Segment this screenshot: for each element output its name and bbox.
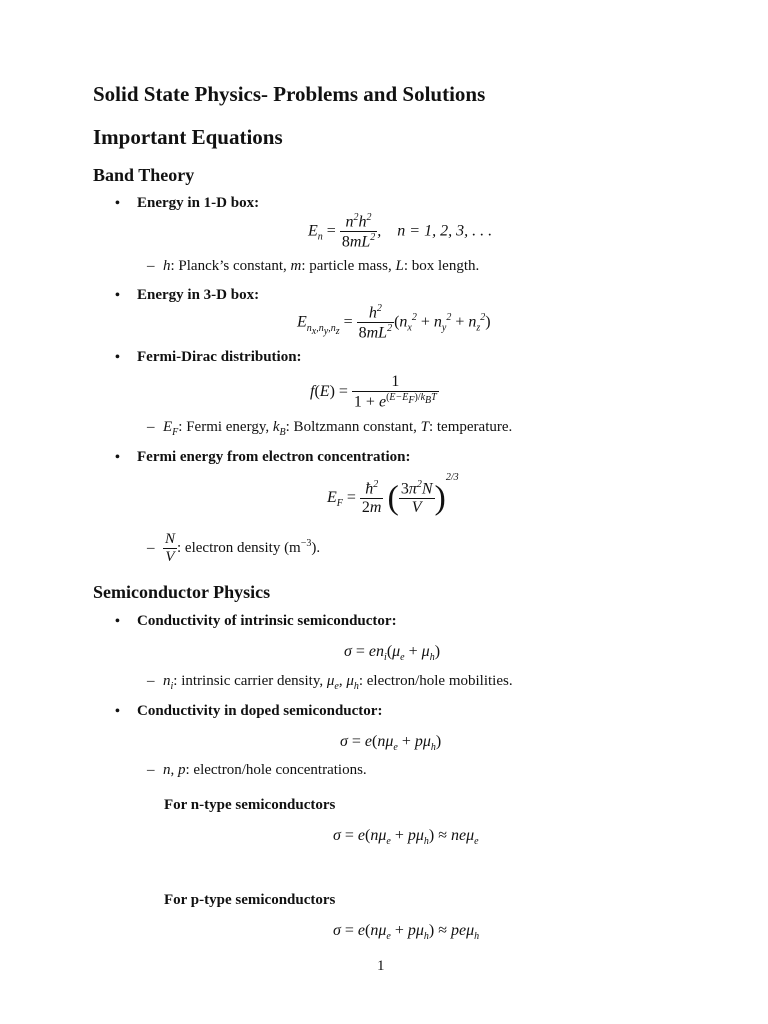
bullet-energy-3d: • Energy in 3-D box:: [115, 287, 260, 303]
equation-intrinsic: $\sigma = en_i(\mu_e + \mu_h)$: [344, 643, 441, 664]
note-fermi-dirac: – $E_F$: Fermi energy, $k_B$: Boltzmann constant, T: temperature.: [147, 419, 513, 438]
bullet-fermi-dirac: • Fermi-Dirac distribution:: [115, 349, 302, 365]
equation-energy-3d: $E_{n_x,n_y,n_z}$ = $\frac{h^2}{8mL^2}$ $(n_x^2 + n_y^2 + n_z^2)$: [297, 303, 491, 342]
n-range: n = 1, 2, 3, . . .: [397, 222, 493, 240]
paragraph-heading-n-type: For n-type semiconductors: [164, 797, 336, 813]
equation-p-type: $\sigma = e(n\mu_e + p\mu_h) \approx pe\mu_h$: [333, 922, 480, 943]
note-fermi-energy: – $\frac{N}{V}$ : electron density $(m^{-3})$.: [147, 531, 321, 565]
bullet-intrinsic: • Conductivity of intrinsic semiconductor:: [115, 613, 397, 629]
bullet-label: Fermi energy from electron concentration:: [137, 449, 411, 465]
paragraph-heading-p-type: For p-type semiconductors: [164, 892, 336, 908]
bullet-label: Energy in 3-D box:: [137, 287, 260, 303]
note-doped: – n, p: electron/hole concentrations.: [147, 762, 367, 778]
section-heading: Important Equations: [93, 125, 283, 149]
bullet-label: Fermi-Dirac distribution:: [137, 349, 302, 365]
equation-n-type: $\sigma = e(n\mu_e + p\mu_h) \approx ne\mu_e$: [333, 827, 479, 848]
equation-energy-1d: $E_n$ = $\frac{n^2h^2}{8mL^2}$ , n = 1, 2, 3, . . .: [308, 212, 493, 251]
document-title: Solid State Physics- Problems and Solutions: [93, 82, 486, 106]
page-number: 1: [377, 958, 385, 974]
subsection-semiconductor: Semiconductor Physics: [93, 582, 271, 602]
bullet-doped: • Conductivity in doped semiconductor:: [115, 703, 383, 719]
note-energy-1d: – h: Planck’s constant, m: particle mass, L: box length.: [147, 258, 480, 274]
bullet-label: Energy in 1-D box:: [137, 195, 260, 211]
equation-fermi-dirac: f(E) = $\frac{1}{1 + e^{(E-E_F)/k_BT}}$: [310, 373, 437, 411]
equation-doped: $\sigma = e(n\mu_e + p\mu_h)$: [340, 733, 442, 754]
subsection-band-theory: Band Theory: [93, 165, 195, 185]
equation-fermi-energy: $E_F$ = $\frac{ħ^2}{2m}$ ( $\frac{3\pi^2N}{V}$ )$^{2/3}$: [327, 472, 459, 517]
bullet-label: Conductivity of intrinsic semiconductor:: [137, 613, 397, 629]
bullet-fermi-energy: • Fermi energy from electron concentration:: [115, 449, 411, 465]
bullet-energy-1d: • Energy in 1-D box:: [115, 195, 260, 211]
note-intrinsic: – $n_i$: intrinsic carrier density, $\mu_e$, $\mu_h$: electron/hole mobilities.: [147, 673, 513, 692]
bullet-label: Conductivity in doped semiconductor:: [137, 703, 383, 719]
